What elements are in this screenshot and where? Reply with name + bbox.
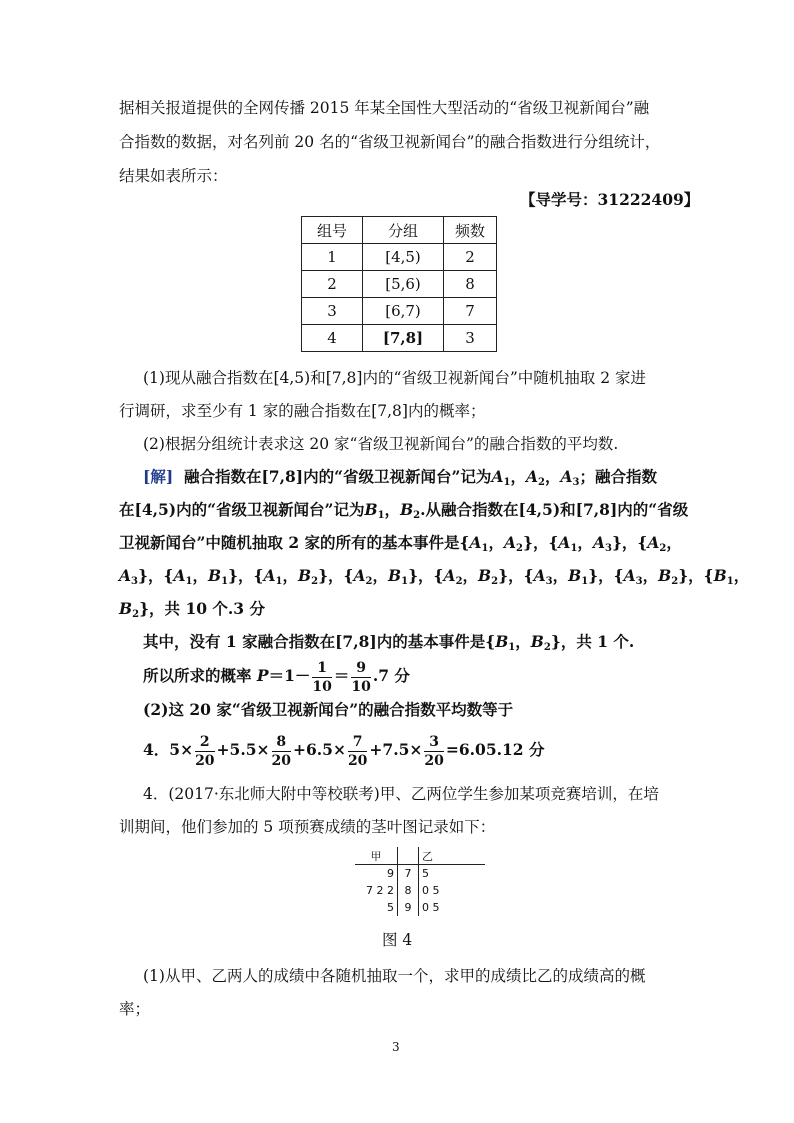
solution-line-4: $A_3$}，{$A_1$，$B_1$}，{$A_1$，$B_2$}，{$A_2$，$B_1$}，{$A_2$，$B_2$}，{$A_3$，$B_1$}，{$A_3$，$B_2$}，{$B_1$， [119, 566, 750, 587]
intro-line-3: 结果如表所示： [119, 167, 228, 185]
table-cell: 4 [302, 325, 363, 352]
solution-text: .从融合指数在[4,5)和[7,8]内的“省级 [420, 500, 689, 519]
fraction: $\frac{9}{10}$ [351, 659, 371, 695]
stem-leaf-cell: 7 [398, 865, 419, 883]
question-1-line-a: (1)现从融合指数在[4,5)和[7,8]内的“省级卫视新闻台”中随机抽取 2 家进 [143, 369, 647, 387]
header-cell: 组号 [302, 217, 363, 244]
table-cell: 2 [302, 271, 363, 298]
intro-line-2: 合指数的数据，对名列前 20 名的“省级卫视新闻台”的融合指数进行分组统计， [119, 133, 661, 151]
solution-text: ；融合指数 [579, 467, 657, 486]
stem-leaf-cell: 9 [398, 899, 419, 916]
solution-line-1: [解] 融合指数在[7,8]内的“省级卫视新闻台”记为$A_1$，$A_2$，$A_3$；融合指数 [143, 467, 657, 488]
table-cell: 7 [444, 298, 497, 325]
solution-text: 其中，没有 1 家融合指数在[7,8]内的基本事件是 [143, 632, 486, 651]
stem-leaf-cell [398, 847, 419, 865]
solution-line-8: (2)这 20 家“省级卫视新闻台”的融合指数平均数等于 [143, 700, 514, 719]
fraction: $\frac{8}{20}$ [271, 733, 291, 769]
stem-leaf-row [355, 882, 485, 899]
table-cell: [5,6) [363, 271, 444, 298]
solution-text: .7 分 [372, 666, 410, 685]
stem-leaf-plot [355, 847, 485, 916]
figure-caption: 图 4 [382, 931, 413, 949]
table-cell: [6,7) [363, 298, 444, 325]
stem-leaf-cell: 9 [387, 867, 394, 880]
solution-text: +7.5× [369, 740, 423, 759]
question-1-line-b: 行调研，求至少有 1 家的融合指数在[7,8]内的概率； [119, 402, 486, 420]
fraction: $\frac{7}{20}$ [347, 733, 368, 769]
stem-leaf-cell: 乙 [419, 847, 486, 865]
solution-text: 4．5× [143, 740, 194, 759]
solution-line-5: $B_2$}，共 10 个.3 分 [119, 599, 265, 620]
table-row [302, 298, 497, 325]
solution-line-7: 所以所求的概率 P＝1－ $\frac{1}{10}$ ＝ $\frac{9}{10}$ .7 分 [143, 659, 410, 695]
solution-text: +5.5× [216, 740, 270, 759]
stem-leaf-cell: 7 2 2 [366, 884, 394, 897]
problem-4-line-2: 训期间，他们参加的 5 项预赛成绩的茎叶图记录如下： [119, 818, 496, 836]
stem-leaf-cell: 0 5 [422, 901, 440, 914]
solution-line-2: 在[4,5)内的“省级卫视新闻台”记为$B_1$，$B_2$.从融合指数在[4,5)和[7,8]内的“省级 [119, 500, 689, 521]
solution-text: ，共 1 个. [560, 632, 635, 651]
solution-line-3: 卫视新闻台”中随机抽取 2 家的所有的基本事件是{$A_1$，$A_2$}，{$A_1$，$A_3$}，{$A_2$， [119, 533, 682, 554]
solution-text: +6.5× [292, 740, 346, 759]
solution-text: 在[4,5)内的“省级卫视新闻台”记为 [119, 500, 365, 519]
stem-leaf-row [355, 899, 485, 916]
stem-leaf-cell: 5 [387, 901, 394, 914]
header-cell: 分组 [363, 217, 444, 244]
table-row [302, 325, 497, 352]
stem-leaf-cell: 8 [398, 882, 419, 899]
table-row [302, 244, 497, 271]
fraction: $\frac{2}{20}$ [195, 733, 215, 769]
table-cell: 3 [444, 325, 497, 352]
page-number: 3 [392, 1040, 400, 1054]
stem-leaf-cell: 5 [422, 867, 429, 880]
table-cell: 8 [444, 271, 497, 298]
table-row [302, 271, 497, 298]
solution-tag: [解] [143, 467, 174, 486]
table-cell: 3 [302, 298, 363, 325]
stem-leaf-cell: 甲 [355, 847, 398, 865]
question-2: (2)根据分组统计表求这 20 家“省级卫视新闻台”的融合指数的平均数. [143, 435, 619, 453]
intro-line-1: 据相关报道提供的全网传播 2015 年某全国性大型活动的“省级卫视新闻台”融 [119, 99, 650, 117]
problem-4-question-1-a: (1)从甲、乙两人的成绩中各随机抽取一个，求甲的成绩比乙的成绩高的概 [143, 967, 646, 985]
stem-leaf-cell: 0 5 [422, 884, 440, 897]
table-header-row [302, 217, 497, 244]
solution-text: 融合指数在[7,8]内的“省级卫视新闻台”记为 [183, 467, 492, 486]
reference-number: 【导学号：31222409】 [520, 190, 700, 209]
group-table [301, 216, 497, 352]
solution-line-6: 其中，没有 1 家融合指数在[7,8]内的基本事件是{$B_1$，$B_2$}，共 1 个. [143, 632, 635, 653]
solution-text: ，共 10 个.3 分 [149, 599, 265, 618]
stem-leaf-header [355, 847, 485, 865]
table-cell: 1 [302, 244, 363, 271]
table-cell: 2 [444, 244, 497, 271]
fraction: $\frac{3}{20}$ [424, 733, 444, 769]
table-cell: [7,8] [363, 325, 444, 352]
solution-line-9 [143, 730, 544, 770]
solution-text: 卫视新闻台”中随机抽取 2 家的所有的基本事件是 [119, 533, 460, 552]
problem-4-line-1: 4．(2017·东北师大附中等校联考)甲、乙两位学生参加某项竞赛培训，在培 [143, 785, 659, 803]
solution-text: =6.05.12 分 [445, 740, 545, 759]
table-cell: [4,5) [363, 244, 444, 271]
fraction: $\frac{1}{10}$ [312, 659, 332, 695]
stem-leaf-row [355, 865, 485, 883]
problem-4-question-1-b: 率； [119, 1000, 151, 1018]
header-cell: 频数 [444, 217, 497, 244]
solution-text: 所以所求的概率 [143, 666, 252, 685]
